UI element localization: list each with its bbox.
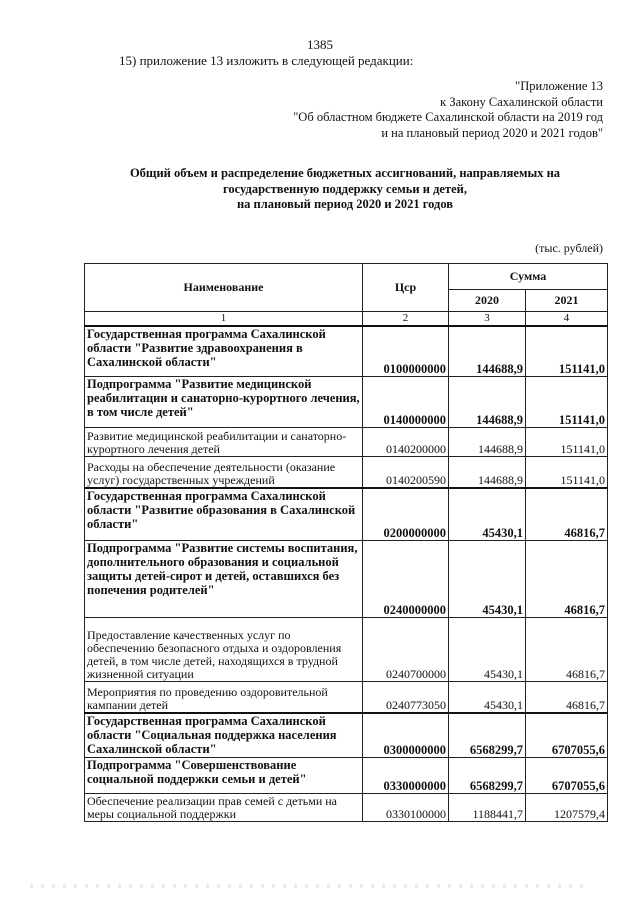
table-body [85, 312, 608, 822]
table-row [85, 617, 608, 681]
row-value-2021: 151141,0 [526, 456, 608, 488]
row-code: 0240700000 [363, 617, 449, 681]
intro-text: 15) приложение 13 изложить в следующей редакции: [119, 53, 414, 68]
row-name: Развитие медицинской реабилитации и санаторно-курортного лечения детей [85, 427, 363, 456]
row-code: 0240000000 [363, 540, 449, 617]
row-name: Государственная программа Сахалинской области "Развитие здравоохранения в Сахалинской области" [85, 326, 363, 376]
row-code: 0140000000 [363, 376, 449, 427]
table-row [85, 540, 608, 617]
col-number-1: 1 [85, 312, 363, 327]
row-value-2020: 1188441,7 [449, 793, 526, 821]
row-name: Подпрограмма "Развитие системы воспитания, дополнительного образования и социальной защиты детей-сирот и детей, оставшихся без попечения родителей" [85, 540, 363, 617]
row-value-2020: 6568299,7 [449, 757, 526, 793]
row-name: Предоставление качественных услуг по обеспечению безопасного отдыха и оздоровления детей, в том числе детей, находящихся в трудной жизненной ситуации [85, 617, 363, 681]
title-line-3: на плановый период 2020 и 2021 годов [236, 197, 454, 211]
row-value-2021: 151141,0 [526, 326, 608, 376]
row-value-2020: 45430,1 [449, 617, 526, 681]
table-row [85, 681, 608, 713]
column-number-row [85, 312, 608, 327]
page-number: 1385 [307, 37, 333, 52]
title-line-1: Общий объем и распределение бюджетных ассигнований, направляемых на [129, 166, 561, 180]
document-title [60, 166, 630, 213]
row-value-2021: 46816,7 [526, 540, 608, 617]
row-value-2021: 46816,7 [526, 488, 608, 540]
row-code: 0140200590 [363, 456, 449, 488]
row-code: 0240773050 [363, 681, 449, 713]
row-code: 0100000000 [363, 326, 449, 376]
header-name: Наименование [85, 264, 363, 312]
row-value-2021: 6707055,6 [526, 757, 608, 793]
table-row [85, 488, 608, 540]
col-number-4: 4 [526, 312, 608, 327]
row-value-2021: 151141,0 [526, 427, 608, 456]
col-number-3: 3 [449, 312, 526, 327]
table-row [85, 793, 608, 821]
row-name: Расходы на обеспечение деятельности (оказание услуг) государственных учреждений [85, 456, 363, 488]
row-value-2021: 1207579,4 [526, 793, 608, 821]
units-label: (тыс. рублей) [535, 241, 603, 255]
table-row [85, 456, 608, 488]
row-name: Государственная программа Сахалинской области "Развитие образования в Сахалинской области" [85, 488, 363, 540]
appendix-line-3: "Об областном бюджете Сахалинской области на 2019 год [293, 110, 603, 124]
row-name: Подпрограмма "Развитие медицинской реабилитации и санаторно-курортного лечения, в том числе детей" [85, 376, 363, 427]
row-value-2020: 144688,9 [449, 456, 526, 488]
row-value-2020: 6568299,7 [449, 713, 526, 757]
col-number-2: 2 [363, 312, 449, 327]
row-value-2021: 46816,7 [526, 617, 608, 681]
table-row [85, 376, 608, 427]
scan-artifact [30, 884, 590, 888]
row-code: 0330100000 [363, 793, 449, 821]
table-row [85, 326, 608, 376]
row-value-2021: 46816,7 [526, 681, 608, 713]
budget-table [84, 263, 608, 822]
row-name: Обеспечение реализации прав семей с детьми на меры социальной поддержки [85, 793, 363, 821]
table-row [85, 427, 608, 456]
header-year-2021: 2021 [526, 290, 608, 312]
row-value-2020: 144688,9 [449, 427, 526, 456]
appendix-line-1: "Приложение 13 [515, 79, 603, 93]
row-name: Государственная программа Сахалинской области "Социальная поддержка населения Сахалинской области" [85, 713, 363, 757]
row-value-2020: 45430,1 [449, 488, 526, 540]
row-name: Подпрограмма "Совершенствование социальной поддержки семьи и детей" [85, 757, 363, 793]
table-row [85, 713, 608, 757]
row-value-2020: 45430,1 [449, 681, 526, 713]
row-code: 0140200000 [363, 427, 449, 456]
appendix-line-2: к Закону Сахалинской области [440, 94, 603, 109]
row-value-2020: 45430,1 [449, 540, 526, 617]
row-value-2020: 144688,9 [449, 376, 526, 427]
table-row [85, 757, 608, 793]
row-code: 0330000000 [363, 757, 449, 793]
row-code: 0200000000 [363, 488, 449, 540]
header-sum: Сумма [449, 264, 608, 290]
header-code: Цср [363, 264, 449, 312]
row-value-2021: 6707055,6 [526, 713, 608, 757]
header-year-2020: 2020 [449, 290, 526, 312]
row-code: 0300000000 [363, 713, 449, 757]
appendix-reference [293, 79, 603, 141]
row-value-2021: 151141,0 [526, 376, 608, 427]
row-value-2020: 144688,9 [449, 326, 526, 376]
row-name: Мероприятия по проведению оздоровительной кампании детей [85, 681, 363, 713]
appendix-line-4: и на плановый период 2020 и 2021 годов" [381, 125, 603, 140]
title-line-2: государственную поддержку семьи и детей, [223, 181, 467, 196]
